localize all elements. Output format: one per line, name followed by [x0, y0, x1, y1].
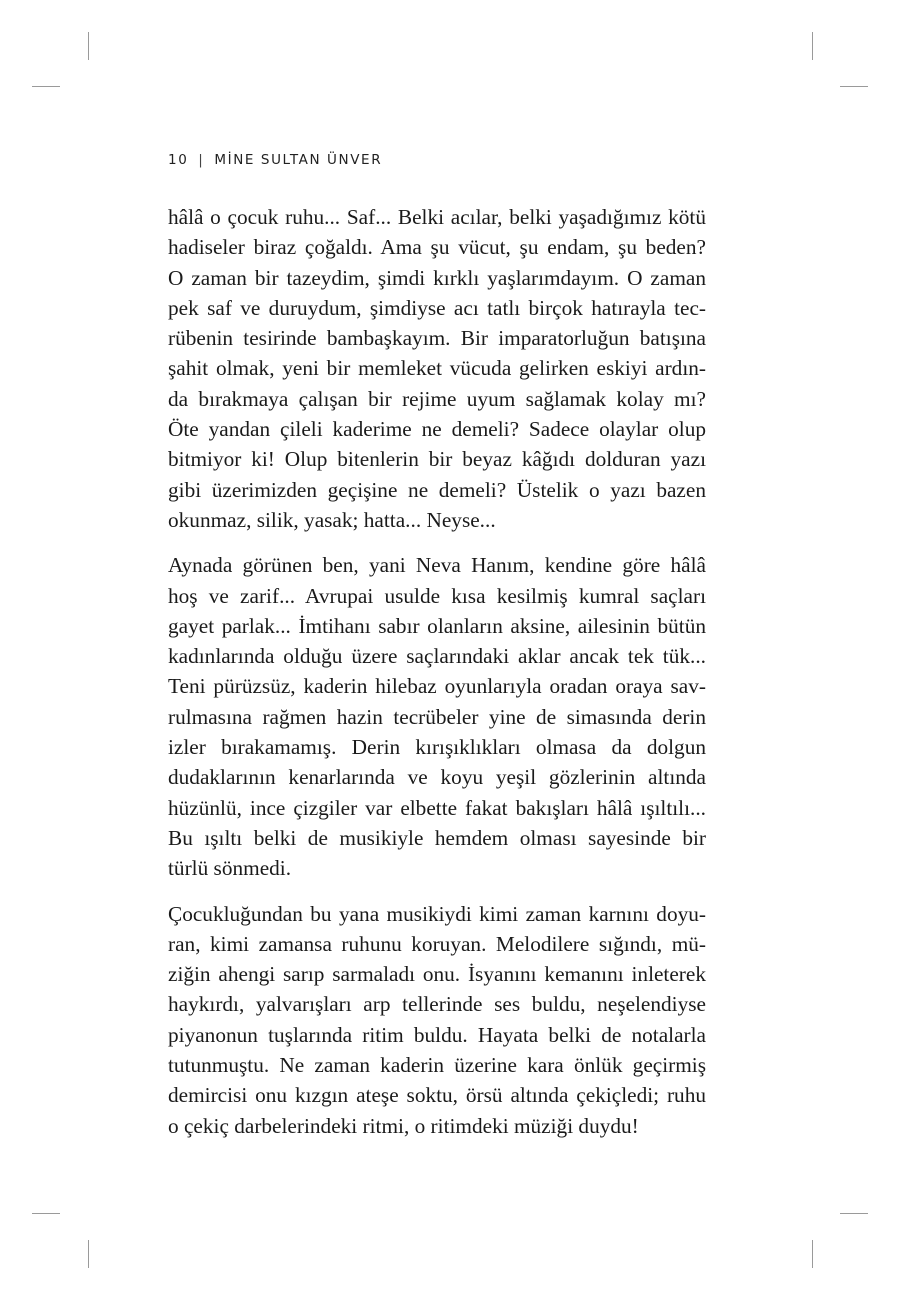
- body-text: [168, 202, 706, 1156]
- text-line: kadınlarında olduğu üzere saçlarındaki aklar ancak tek tük...: [168, 644, 706, 669]
- text-line: tutunmuştu. Ne zaman kaderin üzerine kara önlük geçirmiş: [168, 1053, 706, 1078]
- paragraph: [168, 202, 706, 535]
- crop-mark-top-left-horizontal: [32, 86, 60, 87]
- paragraph: [168, 550, 706, 883]
- text-line: hüzünlü, ince çizgiler var elbette fakat bakışları hâlâ ışıltılı...: [168, 795, 706, 820]
- crop-mark-bottom-left-vertical: [88, 1240, 89, 1268]
- text-line: Bu ışıltı belki de musikiyle hemdem olması sayesinde bir: [168, 825, 706, 850]
- text-line: hâlâ o çocuk ruhu... Saf... Belki acılar, belki yaşadığımız kötü: [168, 205, 706, 229]
- text-line: bitmiyor ki! Olup bitenlerin bir beyaz kâğıdı dolduran yazı: [168, 447, 706, 472]
- text-line: Teni pürüzsüz, kaderin hilebaz oyunlarıyla oradan oraya sav-: [168, 674, 706, 699]
- text-line: ran, kimi zamansa ruhunu koruyan. Melodilere sığındı, mü-: [168, 931, 706, 956]
- author-name: MİNE SULTAN ÜNVER: [214, 152, 383, 168]
- text-line: gibi üzerimizden geçişine ne demeli? Üstelik o yazı bazen: [168, 477, 706, 502]
- text-line: gayet parlak... İmtihanı sabır olanların aksine, ailesinin bütün: [168, 613, 706, 638]
- crop-mark-bottom-right-horizontal: [840, 1213, 868, 1214]
- text-line: izler bırakamamış. Derin kırışıklıkları olmasa da dolgun: [168, 735, 706, 760]
- text-line: dudaklarının kenarlarında ve koyu yeşil gözlerinin altında: [168, 765, 706, 790]
- text-line: demircisi onu kızgın ateşe soktu, örsü altında çekiçledi; ruhu: [168, 1083, 706, 1108]
- crop-mark-top-right-vertical: [812, 32, 813, 60]
- crop-mark-top-left-vertical: [88, 32, 89, 60]
- text-line: da bırakmaya çalışan bir rejime uyum sağlamak kolay mı?: [168, 386, 706, 411]
- header-separator: |: [198, 152, 205, 168]
- crop-mark-top-right-horizontal: [840, 86, 868, 87]
- text-line: piyanonun tuşlarında ritim buldu. Hayata belki de notalarla: [168, 1022, 706, 1047]
- text-line: hoş ve zarif... Avrupai usulde kısa kesilmiş kumral saçları: [168, 583, 706, 608]
- running-header: [168, 152, 382, 168]
- text-line: Öte yandan çileli kaderime ne demeli? Sadece olaylar olup: [168, 417, 706, 442]
- text-line: Çocukluğundan bu yana musikiydi kimi zaman karnını doyu-: [168, 901, 706, 926]
- text-line: türlü sönmedi.: [168, 856, 292, 881]
- text-line: pek saf ve duruydum, şimdiyse acı tatlı birçok hatırayla tec-: [168, 295, 706, 320]
- text-line: hadiseler biraz çoğaldı. Ama şu vücut, şu endam, şu beden?: [168, 235, 706, 260]
- text-line: haykırdı, yalvarışları arp tellerinde ses buldu, neşelendiyse: [168, 992, 706, 1017]
- crop-mark-bottom-left-horizontal: [32, 1213, 60, 1214]
- text-line: ziğin ahengi sarıp sarmaladı onu. İsyanını kemanını inleterek: [168, 962, 706, 987]
- text-line: o çekiç darbelerindeki ritmi, o ritimdeki müziği duydu!: [168, 1113, 639, 1138]
- text-line: O zaman bir tazeydim, şimdi kırklı yaşlarımdayım. O zaman: [168, 265, 706, 290]
- text-line: rulmasına rağmen hazin tecrübeler yine de simasında derin: [168, 704, 706, 729]
- page-number: 10: [168, 152, 189, 168]
- text-line: rübenin tesirinde bambaşkayım. Bir imparatorluğun batışına: [168, 326, 706, 351]
- paragraph: [168, 899, 706, 1141]
- text-line: şahit olmak, yeni bir memleket vücuda gelirken eskiyi ardın-: [168, 356, 706, 381]
- text-line: okunmaz, silik, yasak; hatta... Neyse...: [168, 507, 496, 532]
- text-line: Aynada görünen ben, yani Neva Hanım, kendine göre hâlâ: [168, 553, 706, 578]
- crop-mark-bottom-right-vertical: [812, 1240, 813, 1268]
